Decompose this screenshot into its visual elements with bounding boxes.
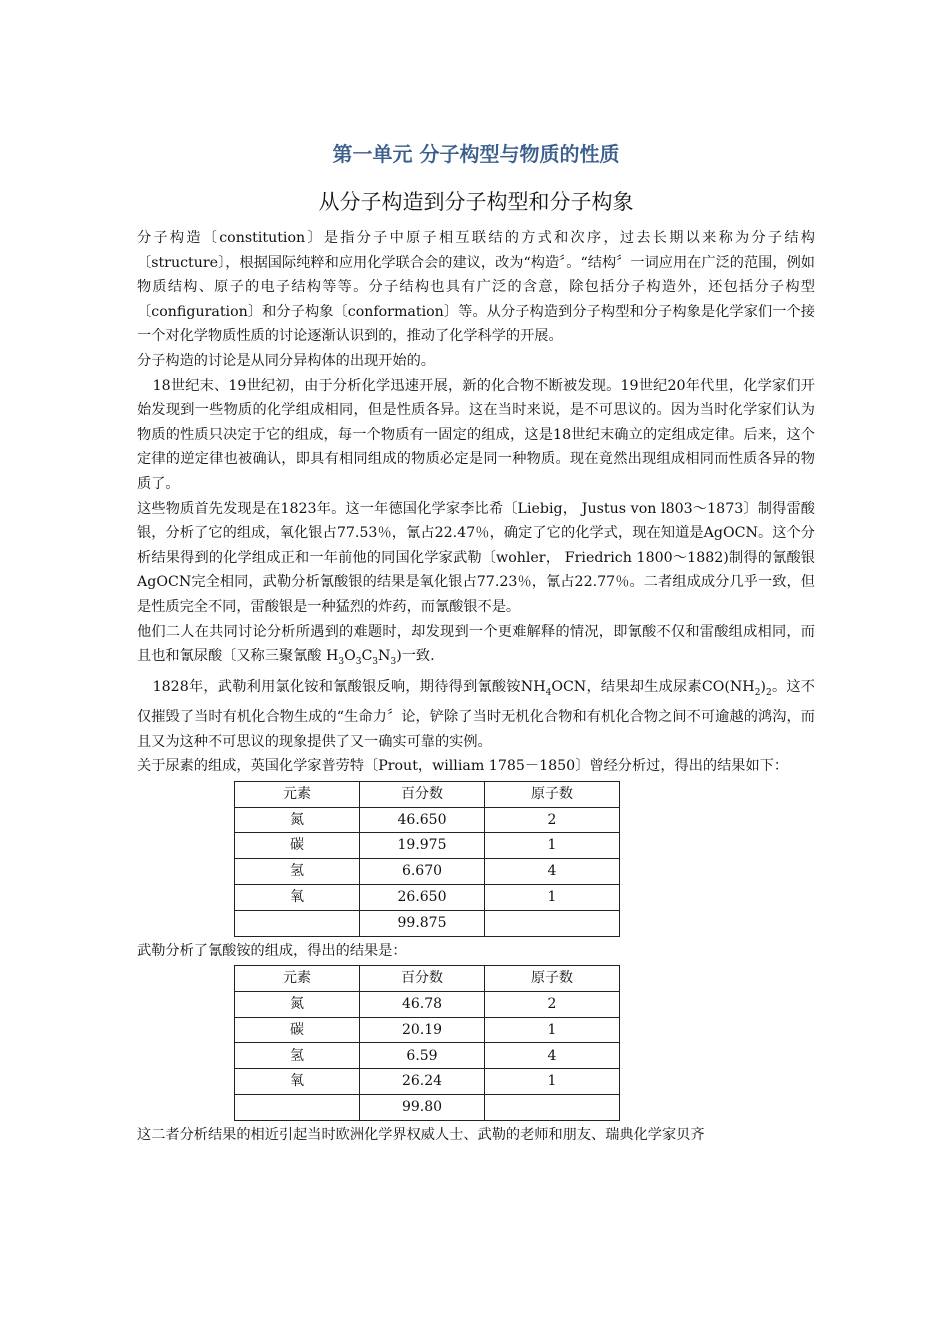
unit-title: 第一单元 分子构型与物质的性质 xyxy=(332,142,620,166)
table-header-cell: 百分数 xyxy=(360,966,485,992)
paragraph-2: 分子构造的讨论是从同分异构体的出现开始的。 xyxy=(137,352,435,369)
table-row xyxy=(235,910,620,936)
table-cell: 氮 xyxy=(235,807,360,833)
table-row xyxy=(235,1095,620,1121)
table-cell: 2 xyxy=(485,991,620,1017)
table-cell: 氢 xyxy=(235,859,360,885)
table-row xyxy=(235,991,620,1017)
table-cell: 碳 xyxy=(235,1017,360,1043)
table-cell: 6.670 xyxy=(360,859,485,885)
paragraph-5: 他们二人在共同讨论分析所遇到的难题时，却发现到一个更难解释的情况，即氰酸不仅和雷酸组成相同，而且也和氰尿酸〔又称三聚氰酸 $H_3O_3C_3N_3$)一致. xyxy=(137,623,815,667)
table-cell: 46.78 xyxy=(360,991,485,1017)
table-row xyxy=(235,1043,620,1069)
table-header-cell: 原子数 xyxy=(485,966,620,992)
table-row xyxy=(235,884,620,910)
table-cell: 氢 xyxy=(235,1043,360,1069)
table-header-cell: 元素 xyxy=(235,781,360,807)
table-cell xyxy=(485,910,620,936)
table-cell: 20.19 xyxy=(360,1017,485,1043)
table-cell xyxy=(485,1095,620,1121)
table-header-cell: 原子数 xyxy=(485,781,620,807)
paragraph-3: 18世纪末、19世纪初，由于分析化学迅速开展，新的化合物不断被发现。19世纪20年代里，化学家们开始发现到一些物质的化学组成相同，但是性质各异。这在当时来说，是不可思议的。因为当时化学家们认为物质的性质只决定于它的组成，每一个物质有一固定的组成，这是18世纪末确立的定组成定律。后来，这个定律的逆定律也被确认，即具有相同组成的物质必定是同一种物质。现在竟然出现组成相同而性质各异的物质了。 xyxy=(137,377,815,492)
paragraph-8: 武勒分析了氰酸铵的组成，得出的结果是： xyxy=(137,942,407,959)
table-cell: 4 xyxy=(485,859,620,885)
table-row xyxy=(235,859,620,885)
table-cell: 1 xyxy=(485,1069,620,1095)
table-cell: 4 xyxy=(485,1043,620,1069)
section-title: 从分子构造到分子构型和分子构象 xyxy=(318,190,634,214)
table-row xyxy=(235,1017,620,1043)
table-cell xyxy=(235,1095,360,1121)
table-cell: 1 xyxy=(485,884,620,910)
table-row xyxy=(235,1069,620,1095)
ammonium-cyanate-table xyxy=(234,965,620,1121)
paragraph-4: 这些物质首先发现是在1823年。这一年德国化学家李比希〔Liebig， Justus von l803～1873〕制得雷酸银，分析了它的组成，氧化银占77.53％，氰占22.47％，确定了它的化学式，现在知道是AgOCN。这个分析结果得到的化学组成正和一年前他的同国化学家武勒〔wohler， Friedrich 1800～1882)制得的氰酸银AgOCN完全相同，武勒分析氰酸银的结果是氧化银占77.23％，氰占22.77％。二者组成成分几乎一致，但是性质完全不同，雷酸银是一种猛烈的炸药，而氰酸银不是。 xyxy=(137,500,815,615)
paragraph-7: 关于尿素的组成，英国化学家普劳特〔Prout，william 1785－1850〕曾经分析过，得出的结果如下： xyxy=(137,758,789,775)
table-cell: 6.59 xyxy=(360,1043,485,1069)
table-cell: 26.24 xyxy=(360,1069,485,1095)
table-cell: 氧 xyxy=(235,1069,360,1095)
table-header-row xyxy=(235,966,620,992)
paragraph-1: 分子构造〔constitution〕是指分子中原子相互联结的方式和次序，过去长期以来称为分子结构〔structure〕，根据国际纯粹和应用化学联合会的建议，改为“构造〞。“结构〞一词应用在广泛的范围，例如物质结构、原子的电子结构等等。分子结构也具有广泛的含意，除包括分子构造外，还包括分子构型〔configuration〕和分子构象〔conformation〕等。从分子构造到分子构型和分子构象是化学家们一个接一个对化学物质性质的讨论逐渐认识到的，推动了化学科学的开展。 xyxy=(137,230,815,345)
table-cell: 46.650 xyxy=(360,807,485,833)
table-cell: 1 xyxy=(485,1017,620,1043)
table-cell: 99.875 xyxy=(360,910,485,936)
table-header-cell: 百分数 xyxy=(360,781,485,807)
table-cell: 碳 xyxy=(235,833,360,859)
table-cell: 氮 xyxy=(235,991,360,1017)
paragraph-9: 这二者分析结果的相近引起当时欧洲化学界权威人士、武勒的老师和朋友、瑞典化学家贝齐 xyxy=(137,1126,705,1143)
paragraph-6: 1828年，武勒利用氯化铵和氰酸银反响，期待得到氰酸铵$NH_4OCN$，结果却生成尿素$CO(NH_2)_2$。这不仅摧毁了当时有机化合物生成的“生命力〞论，铲除了当时无机化合物和有机化合物之间不可逾越的鸿沟，而且又为这种不可思议的现象提供了又一确实可靠的实例。 xyxy=(137,678,815,750)
table-cell: 氧 xyxy=(235,884,360,910)
table-cell: 26.650 xyxy=(360,884,485,910)
table-header-row xyxy=(235,781,620,807)
table-header-cell: 元素 xyxy=(235,966,360,992)
table-cell: 99.80 xyxy=(360,1095,485,1121)
table-cell: 1 xyxy=(485,833,620,859)
table-row xyxy=(235,833,620,859)
document-body xyxy=(137,226,815,1147)
table-cell: 2 xyxy=(485,807,620,833)
table-cell: 19.975 xyxy=(360,833,485,859)
table-cell xyxy=(235,910,360,936)
urea-composition-table xyxy=(234,781,620,937)
table-row xyxy=(235,807,620,833)
